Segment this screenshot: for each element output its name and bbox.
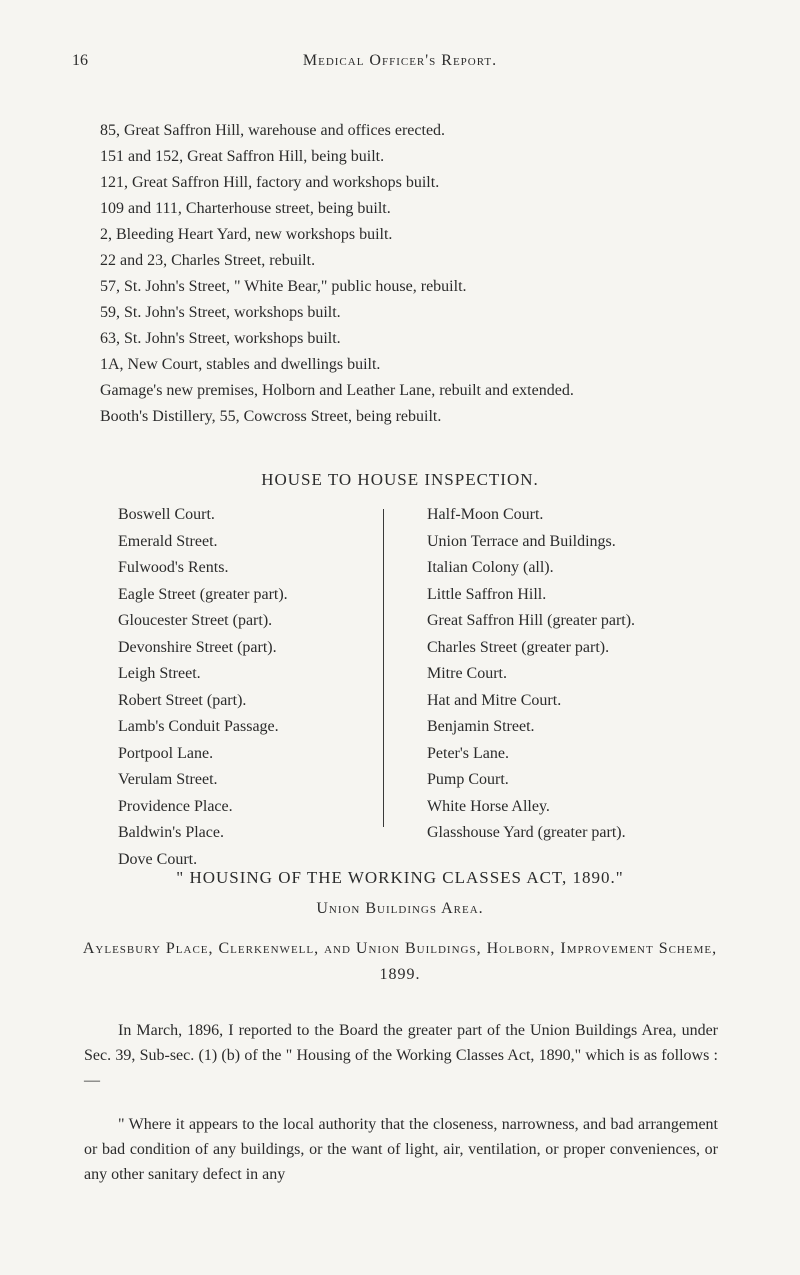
- column-divider: [383, 509, 384, 827]
- inspection-right-column: [427, 502, 635, 847]
- list-item: 1A, New Court, stables and dwellings built.: [100, 356, 381, 373]
- list-item: Italian Colony (all).: [427, 559, 554, 576]
- list-item: Baldwin's Place.: [118, 824, 224, 841]
- list-item: White Horse Alley.: [427, 797, 550, 815]
- quoted-paragraph: " Where it appears to the local authority that the closeness, narrowness, and bad arrangement or bad condition of any buildings, or the want of light, air, ventilation, or proper conveniences, or any other sanitary defect in any: [84, 1116, 718, 1183]
- list-item: 57, St. John's Street, " White Bear," public house, rebuilt.: [100, 278, 467, 295]
- list-item: Hat and Mitre Court.: [427, 691, 562, 709]
- list-item: 2, Bleeding Heart Yard, new workshops built.: [100, 226, 393, 243]
- act-title: " HOUSING OF THE WORKING CLASSES ACT, 1890.": [176, 868, 624, 887]
- list-item: Half-Moon Court.: [427, 506, 544, 523]
- list-item: Gloucester Street (part).: [118, 612, 273, 629]
- running-head: Medical Officer's Report.: [302, 52, 498, 69]
- area-subtitle: Union Buildings Area.: [316, 900, 484, 917]
- list-item: Mitre Court.: [427, 665, 507, 682]
- page-header: [72, 52, 728, 80]
- list-item: Booth's Distillery, 55, Cowcross Street, being rebuilt.: [100, 408, 442, 425]
- list-item: 22 and 23, Charles Street, rebuilt.: [100, 252, 316, 269]
- buildings-list: [100, 118, 760, 430]
- list-item: Charles Street (greater part).: [427, 638, 610, 656]
- list-item: Benjamin Street.: [427, 718, 535, 735]
- list-item: Little Saffron Hill.: [427, 585, 547, 603]
- list-item: Union Terrace and Buildings.: [427, 532, 616, 550]
- list-item: Leigh Street.: [118, 665, 201, 682]
- list-item: 121, Great Saffron Hill, factory and workshops built.: [100, 174, 440, 191]
- list-item: Fulwood's Rents.: [118, 559, 229, 576]
- inspection-heading: HOUSE TO HOUSE INSPECTION.: [261, 470, 539, 489]
- list-item: Peter's Lane.: [427, 744, 509, 762]
- list-item: Lamb's Conduit Passage.: [118, 718, 279, 735]
- list-item: 59, St. John's Street, workshops built.: [100, 304, 341, 321]
- list-item: Portpool Lane.: [118, 744, 214, 762]
- list-item: Glasshouse Yard (greater part).: [427, 824, 626, 841]
- list-item: Devonshire Street (part).: [118, 638, 277, 656]
- list-item: 63, St. John's Street, workshops built.: [100, 330, 341, 347]
- list-item: Robert Street (part).: [118, 691, 247, 709]
- list-item: Eagle Street (greater part).: [118, 585, 288, 603]
- list-item: Dove Court.: [118, 850, 198, 868]
- list-item: Verulam Street.: [118, 771, 218, 788]
- list-item: Boswell Court.: [118, 506, 215, 523]
- list-item: 109 and 111, Charterhouse street, being built.: [100, 200, 391, 217]
- scheme-title: Aylesbury Place, Clerkenwell, and Union Buildings, Holborn, Improvement Scheme, 1899.: [82, 940, 718, 983]
- body-paragraph: In March, 1896, I reported to the Board the greater part of the Union Buildings Area, under Sec. 39, Sub-sec. (1) (b) of the " Housing of the Working Classes Act, 1890," which is as follows :—: [84, 1022, 718, 1089]
- list-item: Great Saffron Hill (greater part).: [427, 612, 636, 629]
- list-item: Pump Court.: [427, 771, 509, 788]
- list-item: 151 and 152, Great Saffron Hill, being built.: [100, 148, 385, 165]
- list-item: 85, Great Saffron Hill, warehouse and offices erected.: [100, 122, 446, 139]
- page-number: 16: [72, 52, 88, 69]
- list-item: Gamage's new premises, Holborn and Leather Lane, rebuilt and extended.: [100, 382, 574, 399]
- list-item: Emerald Street.: [118, 532, 218, 550]
- inspection-left-column: [118, 502, 288, 873]
- list-item: Providence Place.: [118, 797, 233, 815]
